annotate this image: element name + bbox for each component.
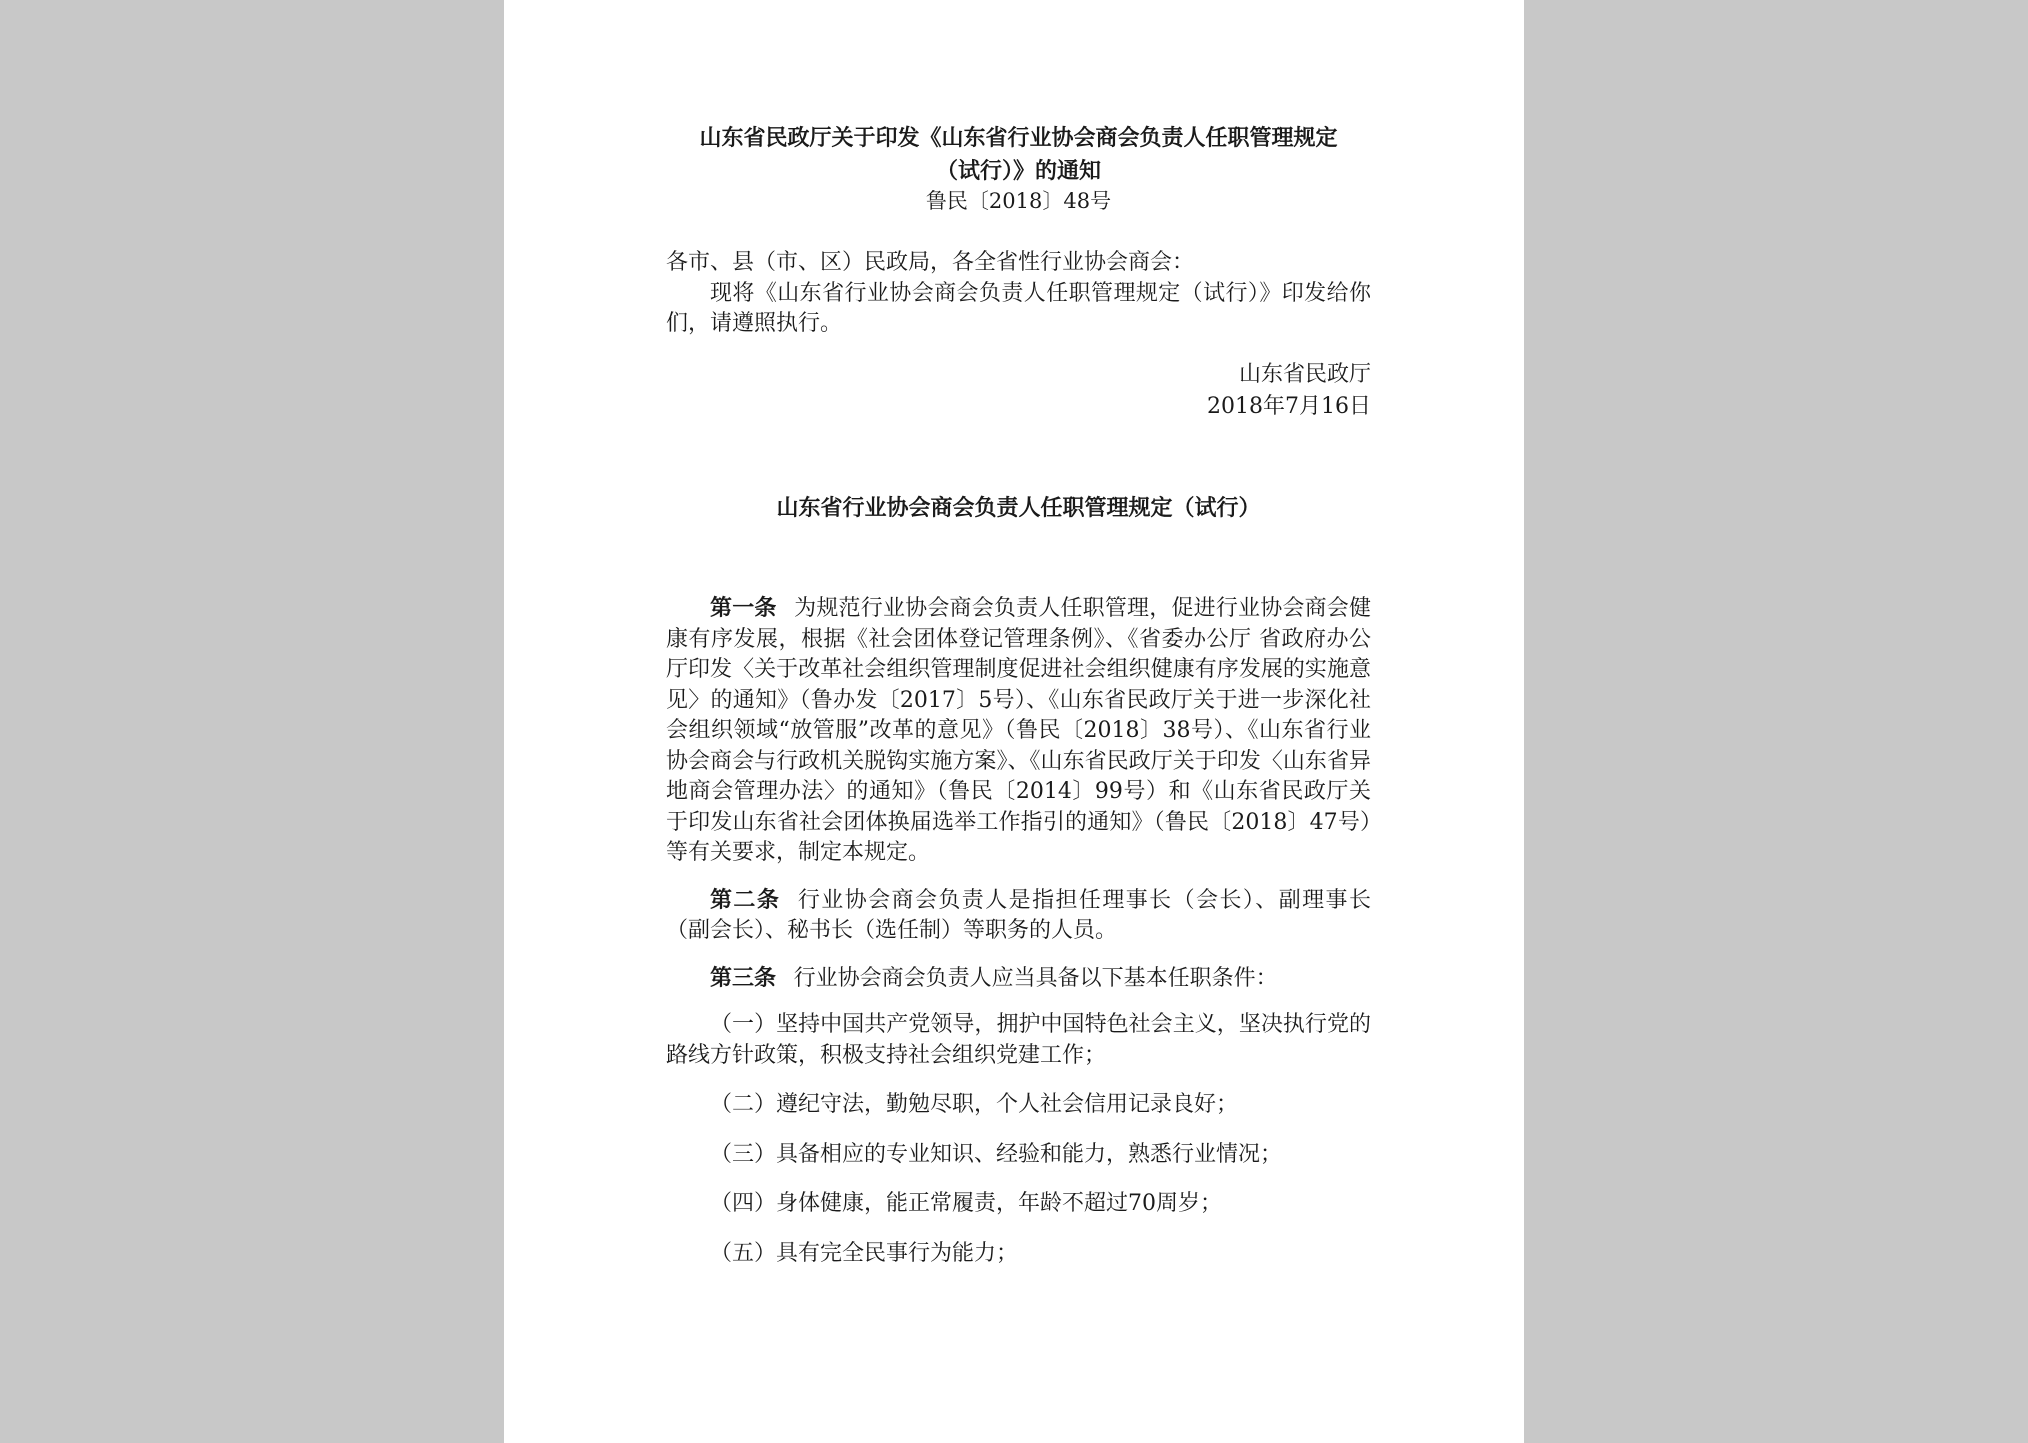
- article-label: 第一条: [710, 595, 777, 621]
- condition-item: （一）坚持中国共产党领导，拥护中国特色社会主义，坚决执行党的路线方针政策，积极支持社会组织党建工作；: [666, 1012, 1371, 1068]
- regulation-title: 山东省行业协会商会负责人任职管理规定（试行）: [776, 495, 1261, 521]
- article-2: [666, 885, 1371, 947]
- article-text: 行业协会商会负责人是指担任理事长（会长）、副理事长（副会长）、秘书长（选任制）等职务的人员。: [666, 887, 1371, 943]
- notice-title-line1: 山东省民政厅关于印发《山东省行业协会商会负责人任职管理规定: [699, 125, 1338, 151]
- condition-item: （五）具有完全民事行为能力；: [710, 1240, 1019, 1266]
- article-label: 第三条: [710, 964, 777, 991]
- document-number: 鲁民〔2018〕48号: [925, 189, 1112, 213]
- issuer: 山东省民政厅: [1238, 362, 1371, 387]
- article-text: 为规范行业协会商会负责人任职管理，促进行业协会商会健康有序发展，根据《社会团体登记管理条例》、《省委办公厅 省政府办公厅印发〈关于改革社会组织管理制度促进社会组织健康有序发展的实施意见〉的通知》（鲁办发〔2017〕5号）、《山东省民政厅关于进一步深化社会组织领域“放管服”改革的意见》（鲁民〔2018〕38号）、《山东省行业协会商会与行政机关脱钩实施方案》、《山东省民政厅关于印发〈山东省异地商会管理办法〉的通知》（鲁民〔2014〕99号）和《山东省民政厅关于印发山东省社会团体换届选举工作指引的通知》（鲁民〔2018〕47号）等有关要求，制定本规定。: [666, 596, 1371, 865]
- notice-title-line2: （试行）》的通知: [935, 158, 1101, 184]
- notice-body: 现将《山东省行业协会商会负责人任职管理规定（试行）》印发给你们，请遵照执行。: [666, 280, 1371, 336]
- notice-body-block: [666, 248, 1371, 340]
- articles-section: [666, 593, 1371, 1288]
- document-page: [504, 0, 1524, 1443]
- article-3: [666, 963, 1371, 995]
- article-1: [666, 593, 1371, 869]
- addressee: 各市、县（市、区）民政局，各全省性行业协会商会：: [666, 250, 1195, 275]
- condition-item: （二）遵纪守法，勤勉尽职，个人社会信用记录良好；: [710, 1092, 1239, 1117]
- condition-item: （四）身体健康，能正常履责，年龄不超过70周岁；: [710, 1191, 1222, 1216]
- article-text: 行业协会商会负责人应当具备以下基本任职条件：: [793, 965, 1278, 991]
- condition-item: （三）具备相应的专业知识、经验和能力，熟悉行业情况；: [710, 1141, 1283, 1167]
- issue-date: 2018年7月16日: [1207, 394, 1371, 419]
- notice-title: [666, 122, 1371, 188]
- signature-block: [666, 359, 1371, 423]
- article-label: 第二条: [710, 886, 781, 913]
